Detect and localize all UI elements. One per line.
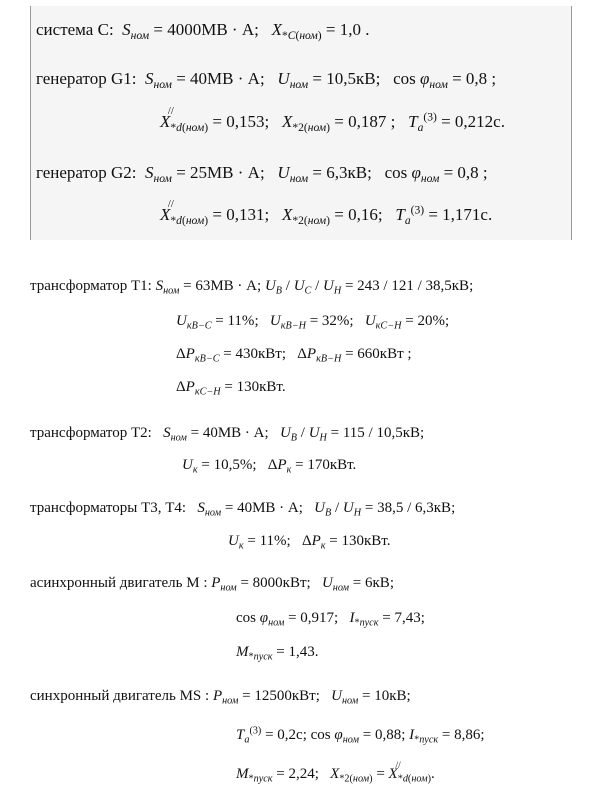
system-c-label: система С: [36,20,114,39]
t1-line-1: трансформатор Т1: $S_{ном} = 63МВ \cdot А$; $U_B / U_C / U_H = 243 / 121 / 38,5кВ$; [30,278,474,297]
g2-line-2: X // $_{*d(ном)}$ = 0,131; $X_{*2(ном)} = 0,16$; $T_a^{(3)} = 1,171с$. [160,199,493,228]
g1-line-1: генератор G1: $S_{ном} = 40МВ \cdot А$; $U_{ном} = 10,5кВ$; $\cos \varphi_{ном} = 0,8$ ; [36,69,497,92]
motor-m-line-1: асинхронный двигатель М : $P_{ном} = 8000кВт$; $U_{ном} = 6кВ$; [30,575,394,594]
g2-label: генератор G2: [36,163,137,182]
t34-label: трансформаторы Т3, Т4: [30,500,187,516]
motor-m-line-3: $M_{*пуск} = 1,43$. [236,644,319,663]
t2-line-2: $U_к = 10,5\%$; $\Delta P_к = 170кВт$. [182,457,357,476]
motor-ms-line-1: синхронный двигатель MS : $P_{ном} = 12500кВт$; $U_{ном} = 10кВ$; [30,688,411,707]
motor-ms-label: синхронный двигатель MS : [30,688,210,704]
t1-line-2: $U_{кB-C} = 11\%$; $U_{кB-H} = 32\%$; $U_{кC-H} = 20\%$; [176,313,450,332]
motor-ms-line-3: $M_{*пуск} = 2,24$; $X_{*2(ном)} = X$ // $_{*d(ном)}$. [236,760,435,785]
t1-label: трансформатор Т1: [30,278,152,294]
g1-line-2: X // $_{*d(ном)}$ = 0,153; $X_{*2(ном)} = 0,187$ ; $T_a^{(3)} = 0,212с$. [160,106,505,135]
g1-label: генератор G1: [36,69,137,88]
g2-line-1: генератор G2: $S_{ном} = 25МВ \cdot А$; $U_{ном} = 6,3кВ$; $\cos \varphi_{ном} = 0,8$ ; [36,163,488,186]
motor-m-label: асинхронный двигатель М : [30,575,208,591]
t1-line-3: $\Delta P_{кB-C} = 430кВт$; $\Delta P_{кB-H} = 660кВт$ ; [176,346,412,365]
motor-ms-line-2: $T_a^{(3)} = 0,2с$; $\cos \varphi_{ном} = 0,88$; $I_{*пуск} = 8,86$; [236,725,485,746]
t34-line-1: трансформаторы Т3, Т4: $S_{ном} = 40МВ \cdot А$; $U_B / U_H = 38,5 / 6,3кВ$; [30,500,456,519]
t34-line-2: $U_к = 11\%$; $\Delta P_к = 130кВт$. [228,533,391,552]
t1-line-4: $\Delta P_{кC-H} = 130кВт$. [176,379,286,398]
t2-label: трансформатор Т2: [30,425,152,441]
system-c-line: система С: $S_{ном} = 4000МВ \cdot А$; $X_{*C(ном)} = 1,0$ . [36,20,370,43]
t2-line-1: трансформатор Т2: $S_{ном} = 40МВ \cdot А$; $U_B / U_H = 115 / 10,5кВ$; [30,425,425,444]
motor-m-line-2: $\cos \varphi_{ном} = 0,917$; $I_{*пуск} = 7,43$; [236,610,425,629]
